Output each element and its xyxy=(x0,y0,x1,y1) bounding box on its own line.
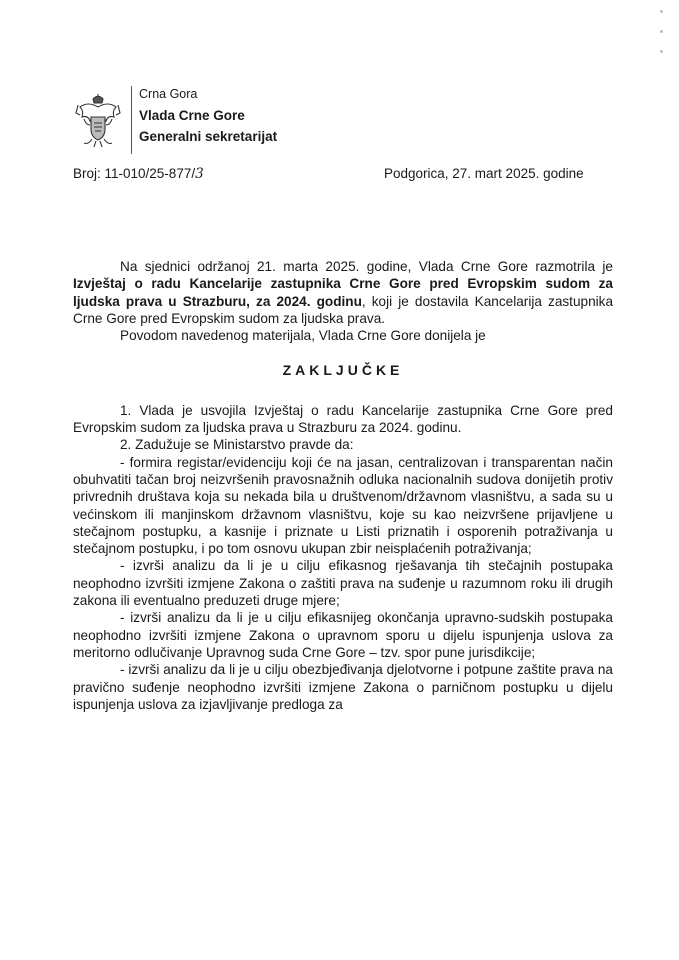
intro-paragraph xyxy=(73,258,613,327)
conclusion-bullet: - izvrši analizu da li je u cilju efikasnijeg okončanja upravno-sudskih postupaka neophodno izvršiti izmjene Zakona o upravnom sporu u dijelu ispunjenja uslova za meritorno odlučivanje Upravnog suda Crne Gore – tzv. spor pune jurisdikcije; xyxy=(73,610,613,660)
conclusion-bullet: - izvrši analizu da li je u cilju obezbjeđivanja djelotvorne i potpune zaštite prava na pravično suđenje neophodno izvršiti izmjene Zakona o parničnom postupku u dijelu ispunjenja uslova za izjavljivanje predloga za xyxy=(73,662,613,712)
povodom-paragraph: Povodom navedenog materijala, Vlada Crne Gore donijela je xyxy=(120,328,486,344)
conclusion-bullet: - formira registar/evidenciju koji će na jasan, centralizovan i transparentan način obuhvatiti tačan broj neizvršenih pravosnažnih odluka nacionalnih sudova donijetih protiv privrednih društava koja su nekada bila u društvenom/državnom vlasništvu, a sada su u većinskom ili manjinskom državnom vlasništvu, koje su kao neizvršene prijavljene u stečajnom postupku, a kasnije i priznate u Listi priznatih i osporenih potraživanja u stečajnom postupku, i po tom osnovu ukupan zbir neisplaćenih potraživanja; xyxy=(73,454,613,557)
reference-number-text: Broj: 11-010/25-877/ xyxy=(73,166,196,181)
document-date: Podgorica, 27. mart 2025. godine xyxy=(384,166,584,181)
reference-handwritten-suffix: 3 xyxy=(195,166,204,182)
government-name: Vlada Crne Gore xyxy=(139,108,245,123)
document-body xyxy=(73,258,613,713)
scan-punch-marks xyxy=(654,10,668,80)
conclusion-item-2: 2. Zadužuje se Ministarstvo pravde da: xyxy=(120,437,354,453)
conclusion-bullet: - izvrši analizu da li je u cilju efikasnog rješavanja tih stečajnih postupaka neophodno izvršiti izmjene Zakona o zaštiti prava na suđenje u razumnom roku ili drugih zakona ili eventualno preduzeti druge mjere; xyxy=(73,558,613,609)
header-divider xyxy=(131,86,132,154)
department-name: Generalni sekretarijat xyxy=(139,129,278,144)
reference-number xyxy=(73,166,204,182)
conclusion-item-1: 1. Vlada je usvojila Izvještaj o radu Kancelarije zastupnika Crne Gore pred Evropskim sudom za ljudska prava u Strazburu za 2024. godinu. xyxy=(73,402,613,436)
letterhead xyxy=(139,84,277,147)
coat-of-arms-icon xyxy=(74,93,122,149)
report-title: Izvještaj o radu Kancelarije zastupnika Crne Gore pred Evropskim sudom za ljudska prava u Strazburu, za 2024. godinu xyxy=(73,276,613,309)
intro-text-2: , koji je dostavila Kancelarija zastupnika Crne Gore pred Evropskim sudom za ljudska prava. xyxy=(73,293,614,326)
country-name: Crna Gora xyxy=(139,87,198,101)
conclusions-title: ZAKLJUČKE xyxy=(282,362,404,379)
intro-text-1: Na sjednici održanoj 21. marta 2025. godine, Vlada Crne Gore razmotrila je xyxy=(120,259,613,274)
